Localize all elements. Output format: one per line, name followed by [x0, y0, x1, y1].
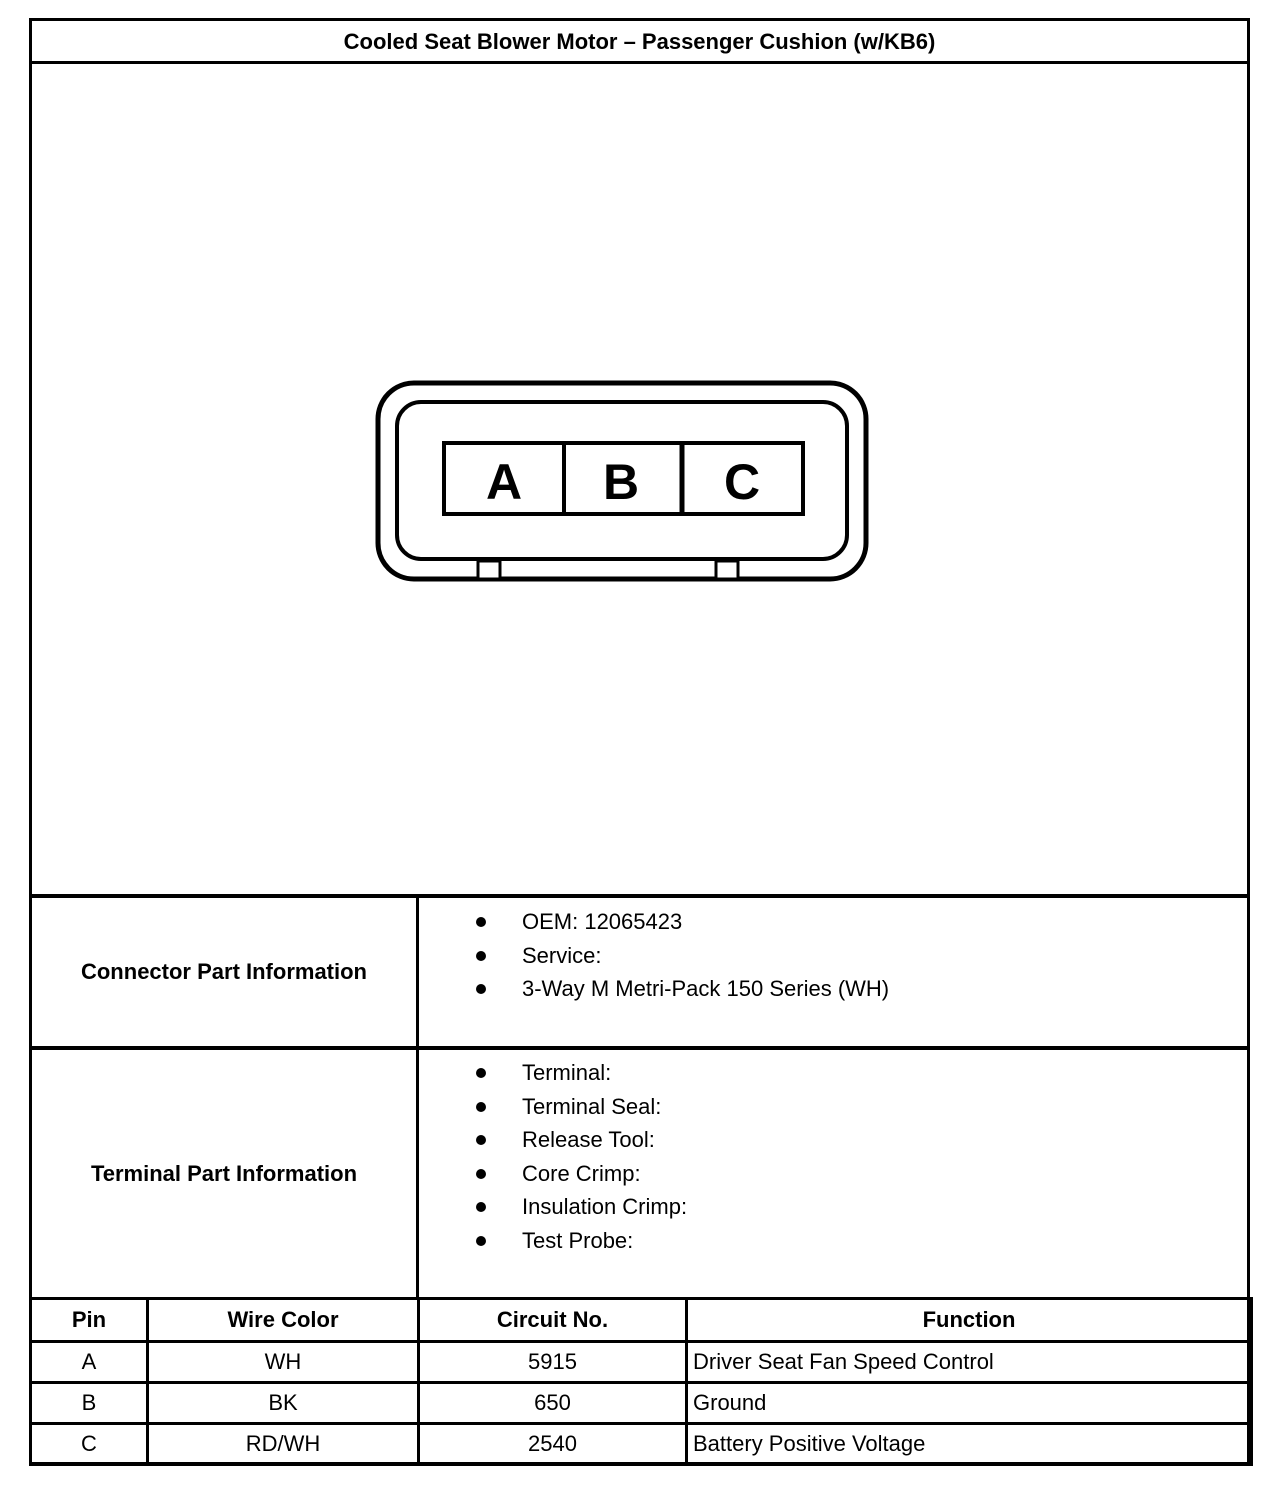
terminal-item: Terminal:: [476, 1056, 687, 1090]
circuit-number-header: Circuit No.: [419, 1299, 687, 1342]
cavity-c-label: C: [723, 454, 761, 510]
circuit-number-cell: 2540: [419, 1424, 687, 1465]
wire-color-header: Wire Color: [148, 1299, 419, 1342]
function-cell: Driver Seat Fan Speed Control: [687, 1342, 1252, 1383]
connector-service-item: Service:: [476, 939, 889, 973]
cavity-b-label: B: [602, 454, 640, 510]
page-title: Cooled Seat Blower Motor – Passenger Cushion (w/KB6): [343, 29, 936, 54]
wire-color-cell: BK: [148, 1383, 419, 1424]
function-header: Function: [687, 1299, 1252, 1342]
pin-table-header-row: [31, 1299, 1252, 1342]
pin-cell: C: [31, 1424, 148, 1465]
connector-part-info-label: Connector Part Information: [80, 959, 367, 984]
info-column-divider: [416, 896, 419, 1298]
table-row: [31, 1342, 1252, 1383]
table-row: [31, 1383, 1252, 1424]
connector-oem-item: OEM: 12065423: [476, 905, 889, 939]
pin-header: Pin: [31, 1299, 148, 1342]
cavity-a-label: A: [485, 454, 523, 510]
insulation-crimp-item: Insulation Crimp:: [476, 1190, 687, 1224]
locking-tab-left: [478, 561, 500, 579]
function-cell: Ground: [687, 1383, 1252, 1424]
table-row: [31, 1424, 1252, 1465]
test-probe-item: Test Probe:: [476, 1224, 687, 1258]
pin-table: [29, 1297, 1253, 1466]
terminal-seal-item: Terminal Seal:: [476, 1090, 687, 1124]
connector-face-diagram: [370, 375, 875, 595]
wire-color-cell: RD/WH: [148, 1424, 419, 1465]
circuit-number-cell: 5915: [419, 1342, 687, 1383]
function-cell: Battery Positive Voltage: [687, 1424, 1252, 1465]
terminal-part-info-list: [476, 1056, 687, 1257]
pin-cell: A: [31, 1342, 148, 1383]
connector-description-item: 3-Way M Metri-Pack 150 Series (WH): [476, 972, 889, 1006]
wire-color-cell: WH: [148, 1342, 419, 1383]
pin-cell: B: [31, 1383, 148, 1424]
locking-tab-right: [716, 561, 738, 579]
core-crimp-item: Core Crimp:: [476, 1157, 687, 1191]
circuit-number-cell: 650: [419, 1383, 687, 1424]
release-tool-item: Release Tool:: [476, 1123, 687, 1157]
connector-part-info-list: [476, 905, 889, 1006]
terminal-part-info-label: Terminal Part Information: [90, 1160, 358, 1186]
